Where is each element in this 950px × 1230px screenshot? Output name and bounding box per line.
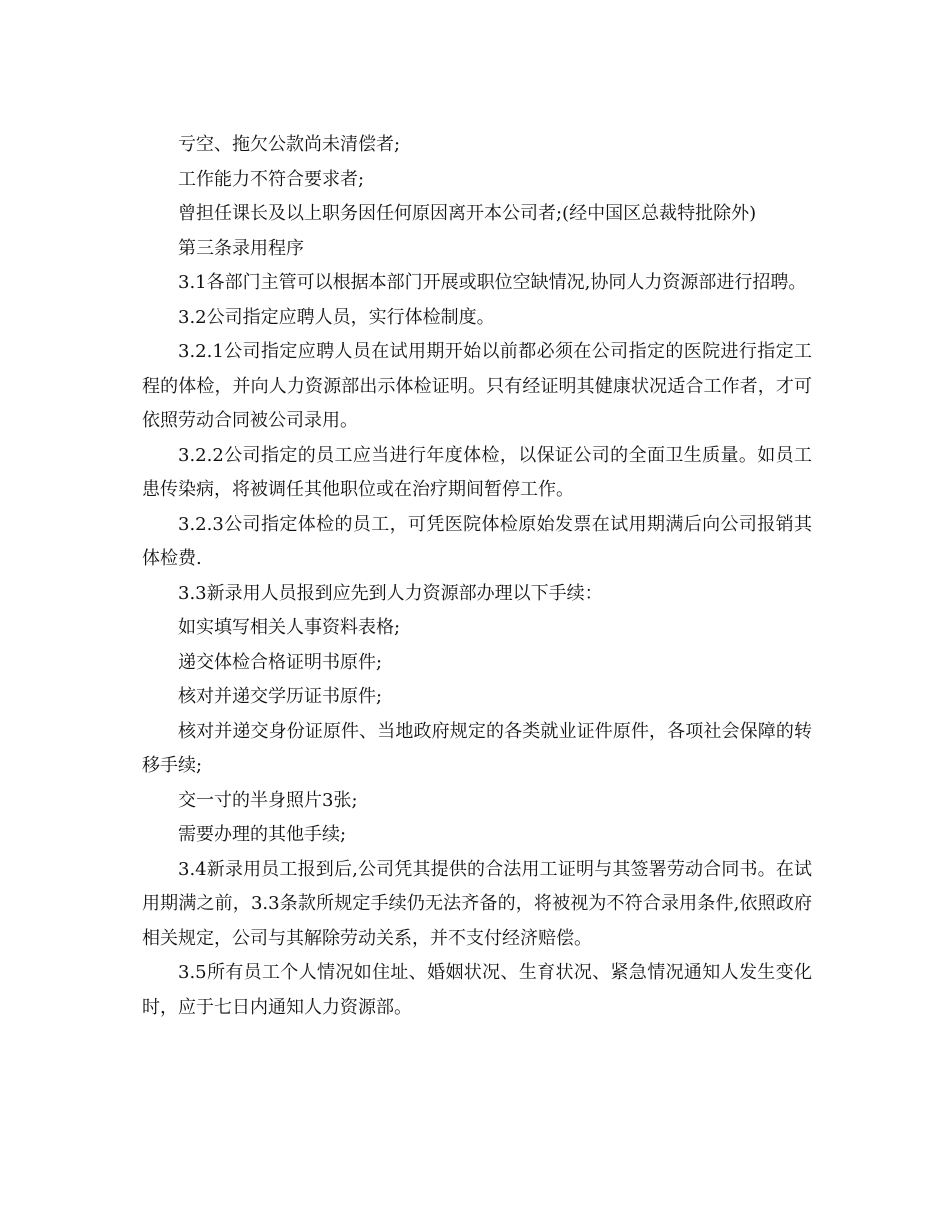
paragraph-3-3: 3.3新录用人员报到应先到人力资源部办理以下手续：: [178, 582, 603, 604]
paragraph-3-2-1: 3.2.1公司指定应聘人员在试用期开始以前都必须在公司指定的医院进行指定工程的体检，并向人力资源部出示体检证明。只有经证明其健康状况适合工作者，才可依照劳动合同被公司录用。: [142, 341, 812, 431]
paragraph-3-2-2: 3.2.2公司指定的员工应当进行年度体检，以保证公司的全面卫生质量。如员工患传染病，将被调任其他职位或在治疗期间暂停工作。: [142, 444, 812, 500]
list-item-health-certificate: 递交体检合格证明书原件;: [178, 651, 383, 673]
paragraph-3-1: 3.1各部门主管可以根据本部门开展或职位空缺情况,协同人力资源部进行招聘。: [178, 272, 807, 293]
list-item-photos: 交一寸的半身照片3张;: [178, 789, 358, 811]
list-item-personnel-form: 如实填写相关人事资料表格;: [178, 617, 401, 638]
list-item-id-documents: 核对并递交身份证原件、当地政府规定的各类就业证件原件，各项社会保障的转移手续;: [142, 720, 812, 776]
paragraph-insufficient-ability: 工作能力不符合要求者;: [178, 168, 365, 190]
list-item-other-procedures: 需要办理的其他手续;: [178, 824, 347, 845]
paragraph-former-manager: 曾担任课长及以上职务因任何原因离开本公司者;(经中国区总裁特批除外): [178, 203, 757, 224]
paragraph-3-2-3: 3.2.3公司指定体检的员工，可凭医院体检原始发票在试用期满后向公司报销其体检费.: [142, 513, 812, 569]
paragraph-unpaid-debt: 亏空、拖欠公款尚未清偿者;: [178, 134, 401, 155]
paragraph-3-5: 3.5所有员工个人情况如住址、婚姻状况、生育状况、紧急情况通知人发生变化时，应于七日内通知人力资源部。: [142, 962, 812, 1018]
section-heading-hiring-procedure: 第三条录用程序: [178, 237, 304, 259]
paragraph-3-4: 3.4新录用员工报到后,公司凭其提供的合法用工证明与其签署劳动合同书。在试用期满之前，3.3条款所规定手续仍无法齐备的，将被视为不符合录用条件,依照政府相关规定，公司与其解除劳动关系，并不支付经济赔偿。: [142, 858, 812, 949]
paragraph-3-2: 3.2公司指定应聘人员，实行体检制度。: [178, 306, 495, 328]
document-body: [142, 128, 812, 1025]
list-item-education-certificate: 核对并递交学历证书原件;: [178, 686, 383, 707]
